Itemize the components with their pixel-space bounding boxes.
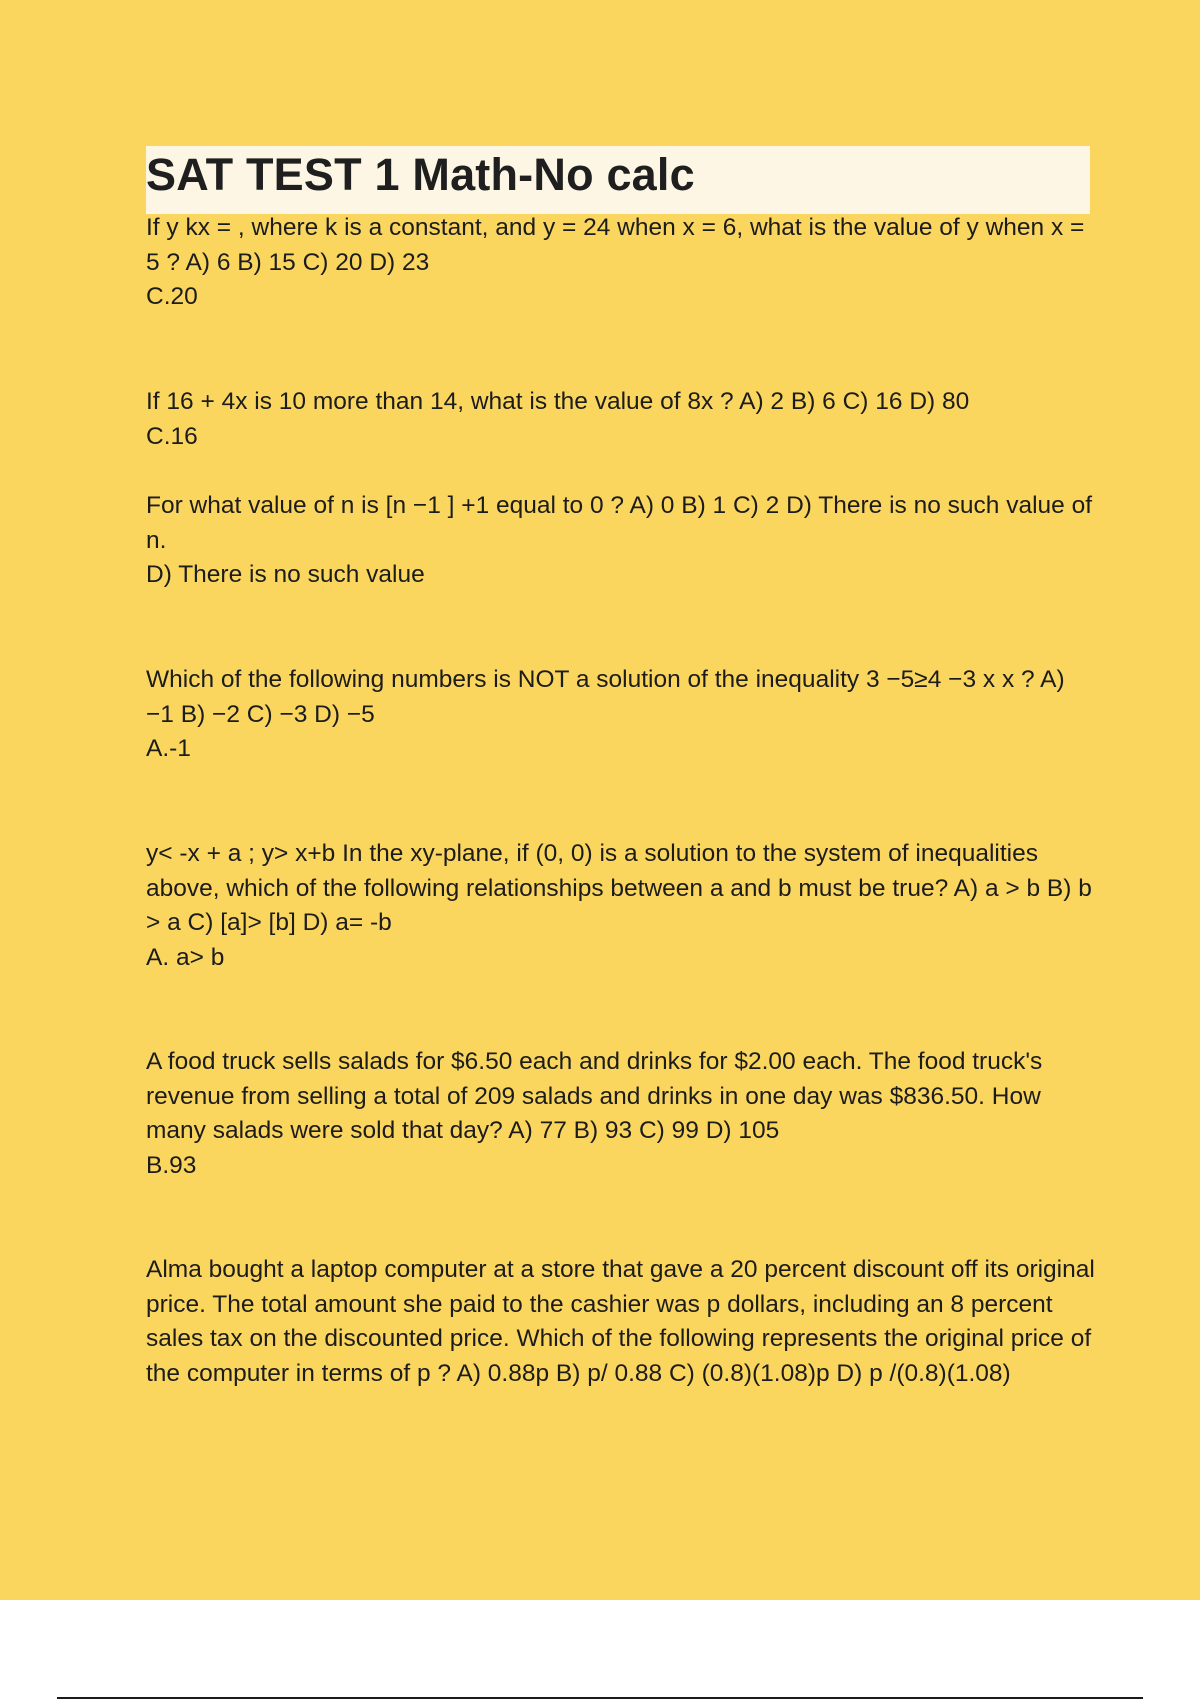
question-text: A food truck sells salads for $6.50 each and drinks for $2.00 each. The food truck's revenue from selling a total of 209 salads and drinks in one day was $836.50. How many salads were sold that day? A) 77 B) 93 C) 99 D) 105: [146, 1048, 1043, 1145]
question-block-5: [146, 837, 1096, 976]
question-block-3: [146, 489, 1096, 593]
answer-text: D) There is no such value: [146, 561, 425, 589]
question-block-2: [146, 385, 1096, 454]
answer-text: A. a> b: [146, 944, 225, 972]
question-text: Alma bought a laptop computer at a store that gave a 20 percent discount off its original price. The total amount she paid to the cashier was p dollars, including an 8 percent sales tax on the discounted price. Which of the following represents the original price of the computer in terms of p ? A) 0.88p B) p/ 0.88 C) (0.8)(1.08)p D) p /(0.8)(1.08): [146, 1256, 1095, 1388]
answer-text: B.93: [146, 1152, 197, 1180]
question-block-1: [146, 211, 1096, 315]
question-block-6: [146, 1045, 1096, 1184]
question-text: Which of the following numbers is NOT a solution of the inequality 3 −5≥4 −3 x x ? A) −1 B) −2 C) −3 D) −5: [146, 666, 1065, 728]
document-title: SAT TEST 1 Math-No calc: [146, 149, 695, 200]
question-text: If y kx = , where k is a constant, and y = 24 when x = 6, what is the value of y when x = 5 ? A) 6 B) 15 C) 20 D) 23: [146, 214, 1085, 276]
answer-text: C.16: [146, 422, 198, 450]
question-text: If 16 + 4x is 10 more than 14, what is the value of 8x ? A) 2 B) 6 C) 16 D) 80: [146, 388, 970, 415]
answer-text: A.-1: [146, 735, 191, 763]
question-text: y< -x + a ; y> x+b In the xy-plane, if (0, 0) is a solution to the system of inequalities above, which of the following relationships between a and b must be true? A) a > b B) b > a C) [a]> [b] D) a= -b: [146, 840, 1092, 937]
question-block-4: [146, 663, 1096, 767]
footer-divider: [57, 1697, 1143, 1699]
question-block-7: [146, 1253, 1096, 1392]
answer-text: C.20: [146, 283, 198, 311]
question-text: For what value of n is [n −1 ] +1 equal to 0 ? A) 0 B) 1 C) 2 D) There is no such value of n.: [146, 492, 1093, 554]
